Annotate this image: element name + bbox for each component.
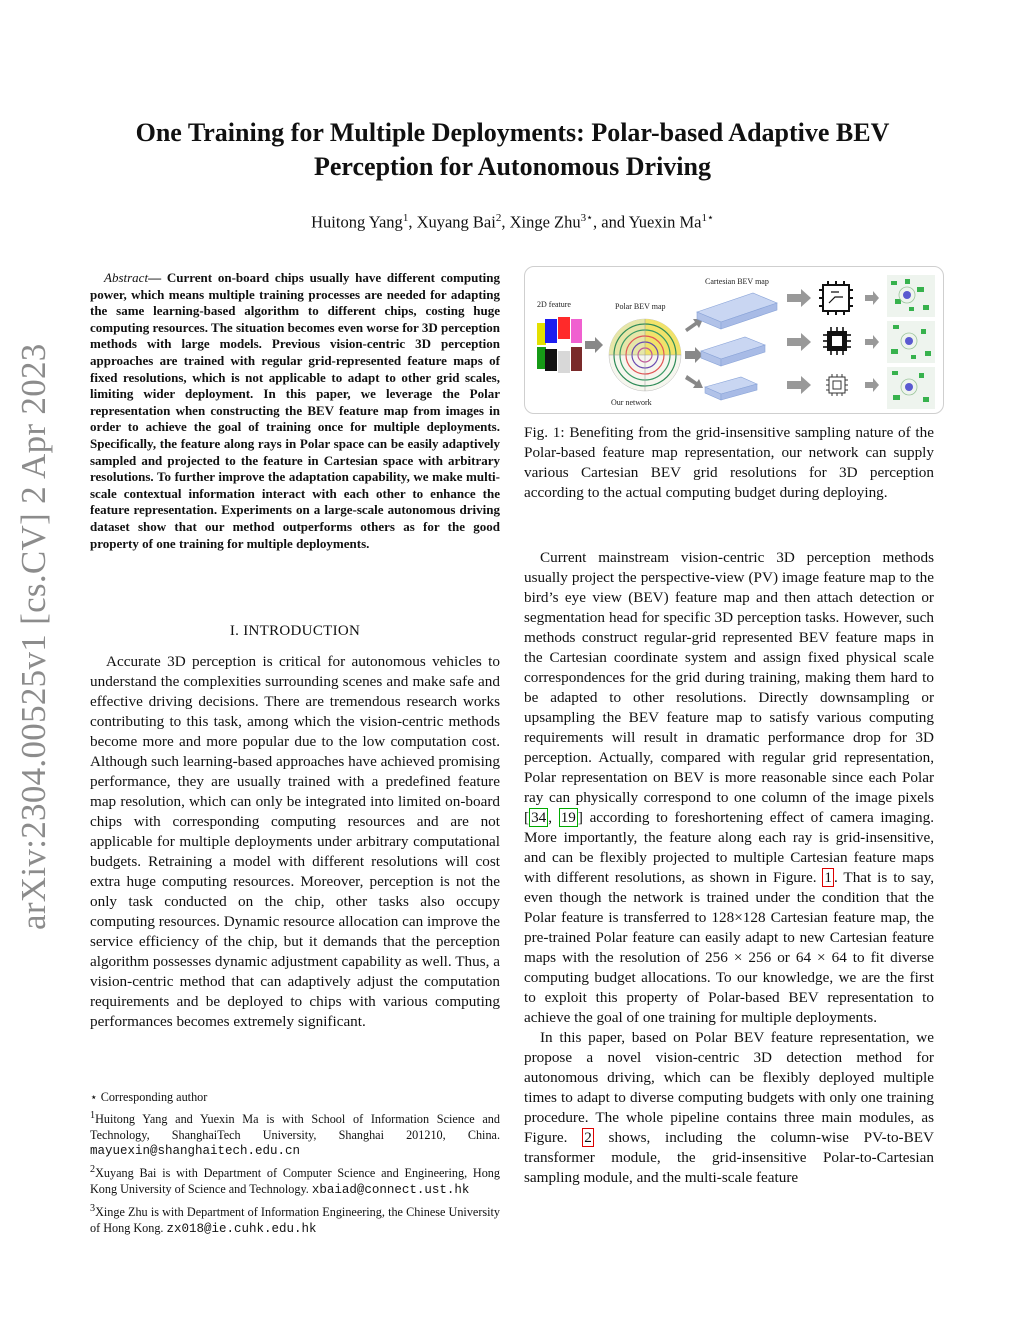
footnotes — [90, 1090, 500, 1238]
arrow-icon — [865, 378, 879, 392]
figure-1 — [524, 266, 944, 414]
author-affiliation: 1 — [402, 212, 409, 224]
author-name: Xinge Zhu — [509, 212, 581, 232]
figure-reference-link[interactable]: 1 — [824, 869, 832, 886]
footnote-corresponding: ⋆ Corresponding author — [90, 1090, 208, 1104]
arrow-icon — [685, 375, 703, 388]
detection-result-3 — [887, 367, 935, 409]
author-list: Huitong Yang$^1$, Xuyang Bai$^2$, Xinge Zhu$^{3⋆}$, and Yuexin $Ma^{1⋆}$ — [311, 212, 714, 232]
arrow-icon — [585, 337, 603, 353]
author-name: Huitong Yang — [311, 212, 403, 232]
arrow-icon — [865, 291, 879, 305]
author-affiliation: 1⋆ — [701, 212, 714, 224]
citation-link[interactable]: 19 — [560, 809, 576, 826]
arrow-icon — [685, 319, 703, 332]
paper-title: One Training for Multiple Deployments: Polar-based Adaptive BEV Perception for Autonomous Driving — [135, 118, 890, 181]
star-marker: ⋆ — [90, 1090, 101, 1104]
label-our-network: Our network — [611, 398, 652, 407]
cartesian-grid-small — [705, 377, 757, 400]
arrow-icon — [787, 376, 811, 394]
footnote-2: $^2$Xuyang Bai is with Department of Computer Science and Engineering, Hong Kong University of Science and Technology. xbaiad@connect.ust.hk — [90, 1164, 500, 1198]
chip-small-icon — [826, 374, 848, 396]
detection-result-2 — [887, 321, 935, 363]
arrow-icon — [787, 289, 811, 307]
intro-paragraph: Accurate 3D perception is critical for autonomous vehicles to understand the complexities surrounding scenes and make safe and effective driving decisions. There are tremendous research works contributing to this task, among which the vision-centric methods become more and more popular due to the low computation cost. Although such learning-based approaches have achieved promising performance, they are usually trained with a predefined feature map resolution, which can only be integrated into limited on-board chips with corresponding computing resources and are not applicable for multiple deployments under arbitrary computational budgets. Retraining a model with different resolutions will cost extra huge computing resources. Moreover, perception is not the only task conducted on the chip, other tasks also occupy computing resources. Dynamic resource allocation can improve the service efficiency of the chip, but it demands that the perception algorithm possesses dynamic adjustment capability as well. Thus, a vision-centric method that can adaptively adjust the computation requirements and be deployed to chips with various computing performances becomes extremely significant. — [90, 653, 500, 1030]
section-heading: I. INTRODUCTION — [229, 623, 361, 639]
polar-bev-map — [609, 319, 681, 391]
figure-caption: Fig. 1: Benefiting from the grid-insensitive sampling nature of the Polar-based feature map representation, our network can supply various Cartesian BEV grid resolutions for 3D perception according to the actual computing budget during deploying. — [524, 424, 934, 501]
figure-reference-link[interactable]: 2 — [584, 1129, 592, 1146]
footnote-3: $^3$Xinge Zhu is with Department of Information Engineering, the Chinese University of Hong Kong. zx018@ie.cuhk.edu.hk — [90, 1202, 500, 1236]
abstract-label: Abstract — [104, 270, 149, 285]
intro-body — [90, 652, 500, 1032]
arrow-icon — [865, 335, 879, 349]
author-name: Xuyang Bai — [416, 212, 496, 232]
body-paragraph: Current mainstream vision-centric 3D perception methods usually project the perspective-view (PV) image feature map to the bird’s eye view (BEV) feature map and then attach detection or segmentation head for specific 3D perception tasks. However, such methods construct regular-grid represented BEV feature maps in the Cartesian coordinate system and assign fixed physical scale correspondences for the grid during training, making them hard to be adapted to other resolutions. Directly downsampling or upsampling the BEV feature map to satisfy various computing requirements will result in dramatic performance drop for 3D perception. Actually, compared with regular grid representation, Polar representation on BEV is more reasonable since each Polar ray can physically correspond to one column of the image pixels [ 34 , 19 ] according to foreshortening effect of camera imaging. More importantly, the feature along each ray is grid-insensitive, and can be flexibly projected to multiple Cartesian feature maps with different resolutions, as shown in Figure. 1 . That is to say, even though the network is trained under the condition that the Polar feature is transferred to 128×128 Cartesian feature map, the pre-trained Polar feature can easily adapt to new Cartesian feature maps with the resolution of 256 × 256 or 64 × 64 to fit diverse computing budget allocations. To our knowledge, we are the first to exploit this property of Polar-based BEV representation to achieve the goal of one training for multiple deployments. — [524, 549, 934, 1026]
abstract-dash: — — [148, 270, 162, 285]
arrow-icon — [685, 347, 703, 363]
detection-result-1 — [887, 275, 935, 317]
label-polar-bev: Polar BEV map — [615, 302, 666, 311]
chip-large-icon — [819, 281, 853, 315]
right-column-body — [524, 548, 934, 1188]
footnote-1: $^1$Huitong Yang and Yuexin Ma is with School of Information Science and Technology, ShanghaiTech University, Shanghai 201210, China. mayuexin@shanghaitech.edu.cn — [90, 1109, 500, 1159]
email-link[interactable]: xbaiad@connect.ust.hk — [311, 1183, 470, 1198]
abstract — [90, 270, 500, 552]
arrow-icon — [787, 333, 811, 351]
label-2d-feature: 2D feature — [537, 300, 571, 309]
figure-1-diagram — [525, 267, 943, 413]
email-link[interactable]: mayuexin@shanghaitech.edu.cn — [90, 1144, 301, 1159]
citation-link[interactable]: 34 — [531, 809, 547, 826]
cartesian-grid-large — [697, 293, 777, 329]
abstract-text: Current on-board chips usually have different computing power, which means multiple training processes are needed for adapting the same learning-based algorithm to different chips, costing huge computing resources. The situation becomes even worse for 3D perception methods with large models. Previous vision-centric 3D perception approaches are trained with regular grid-represented feature maps of fixed resolutions, which is not applicable to adapt to other grid scales, limiting wider deployment. In this paper, we leverage the Polar representation when constructing the BEV feature map from images in order to achieve the goal of training once for multiple deployments. Specifically, the feature along rays in Polar space can be easily adaptively sampled and projected to the feature in Cartesian space with arbitrary resolutions. To further improve the adaptation capability, we make multi-scale contextual information interact with each other to enhance the feature representation. Experiments on a large-scale autonomous driving dataset show that our method outperforms others as for the good property of one training for multiple deployments. — [90, 270, 501, 551]
author-affiliation: 2 — [495, 212, 502, 224]
arxiv-identifier: arXiv:2304.00525v1 [cs.CV] 2 Apr 2023 — [14, 343, 53, 930]
email-link[interactable]: zx018@ie.cuhk.edu.hk — [166, 1221, 317, 1236]
chip-medium-icon — [823, 327, 851, 355]
label-cartesian-bev: Cartesian BEV map — [705, 277, 769, 286]
body-paragraph: In this paper, based on Polar BEV feature representation, we propose a novel vision-centric 3D detection method for autonomous driving, which can be flexibly deployed multiple times to adapt to diverse computing budgets with only one training procedure. The whole pipeline contains three main modules, as Figure. 2 shows, including the column-wise PV-to-BEV transformer module, the grid-insensitive Polar-to-Cartesian sampling module, and the multi-scale feature — [524, 1029, 934, 1186]
feature-tiles — [537, 317, 582, 373]
cartesian-grid-medium — [701, 337, 765, 366]
author-name: Yuexin Ma — [628, 212, 702, 232]
author-affiliation: 3⋆ — [580, 212, 594, 224]
